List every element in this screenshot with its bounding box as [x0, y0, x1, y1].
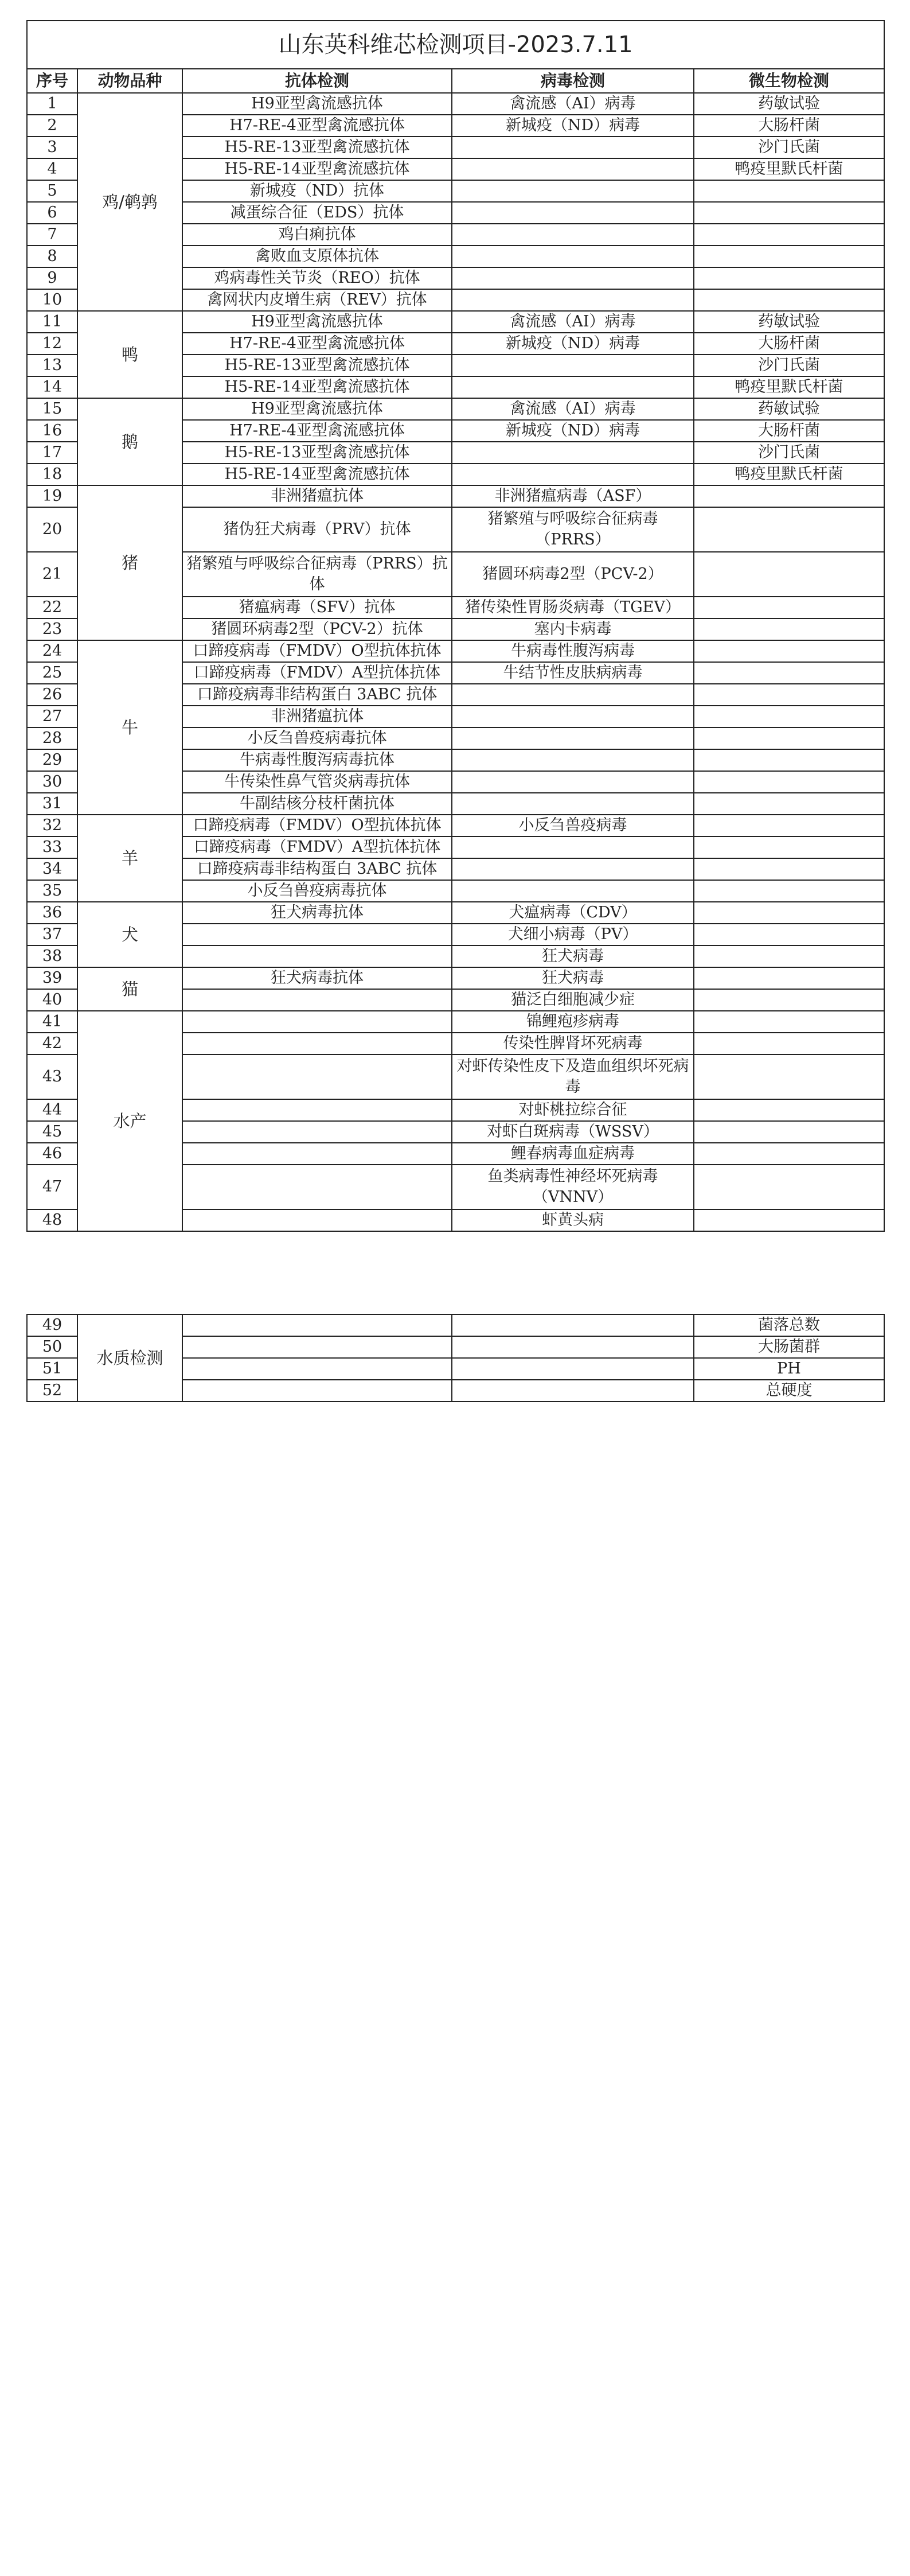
microbe-test: [694, 815, 884, 836]
microbe-test: 沙门氏菌: [694, 355, 884, 376]
microbe-test: [694, 858, 884, 880]
row-number: 25: [27, 662, 77, 684]
microbe-test: [694, 485, 884, 507]
antibody-test: H5-RE-13亚型禽流感抗体: [182, 355, 452, 376]
virus-test: [452, 202, 694, 224]
microbe-test: [694, 640, 884, 662]
antibody-test: [182, 989, 452, 1011]
antibody-test: [182, 1011, 452, 1033]
row-number: 16: [27, 420, 77, 442]
microbe-test: [694, 618, 884, 640]
antibody-test: 鸡白痢抗体: [182, 224, 452, 246]
row-number: 14: [27, 376, 77, 398]
virus-test: [452, 376, 694, 398]
microbe-test: [694, 706, 884, 727]
microbe-test: [694, 289, 884, 311]
virus-test: 猪传染性胃肠炎病毒（TGEV）: [452, 597, 694, 618]
row-number: 38: [27, 945, 77, 967]
row-number: 8: [27, 246, 77, 267]
microbe-test: [694, 1099, 884, 1121]
microbe-test: [694, 1054, 884, 1099]
microbe-test: [694, 1143, 884, 1165]
row-number: 44: [27, 1099, 77, 1121]
table-row: [27, 640, 884, 662]
microbe-test: [694, 945, 884, 967]
microbe-test: 总硬度: [694, 1380, 884, 1402]
page-title: 山东英科维芯检测项目-2023.7.11: [27, 21, 884, 69]
virus-test: 狂犬病毒: [452, 967, 694, 989]
row-number: 42: [27, 1033, 77, 1054]
antibody-test: 猪瘟病毒（SFV）抗体: [182, 597, 452, 618]
table-body: [27, 93, 884, 1231]
antibody-test: 猪伪狂犬病毒（PRV）抗体: [182, 507, 452, 552]
virus-test: 对虾传染性皮下及造血组织坏死病毒: [452, 1054, 694, 1099]
microbe-test: [694, 1011, 884, 1033]
antibody-test: [182, 1358, 452, 1380]
antibody-test: 口蹄疫病毒（FMDV）O型抗体抗体: [182, 815, 452, 836]
microbe-test: [694, 924, 884, 945]
row-number: 26: [27, 684, 77, 706]
row-number: 50: [27, 1336, 77, 1358]
microbe-test: [694, 1121, 884, 1143]
antibody-test: 猪繁殖与呼吸综合征病毒（PRRS）抗体: [182, 552, 452, 597]
microbe-test: [694, 224, 884, 246]
antibody-test: 口蹄疫病毒（FMDV）A型抗体抗体: [182, 836, 452, 858]
microbe-test: [694, 684, 884, 706]
antibody-test: [182, 945, 452, 967]
microbe-test: [694, 202, 884, 224]
virus-test: 猫泛白细胞减少症: [452, 989, 694, 1011]
row-number: 31: [27, 793, 77, 815]
antibody-test: H5-RE-14亚型禽流感抗体: [182, 376, 452, 398]
row-number: 41: [27, 1011, 77, 1033]
virus-test: [452, 289, 694, 311]
virus-test: [452, 246, 694, 267]
table-row: [27, 311, 884, 333]
antibody-test: 牛传染性鼻气管炎病毒抗体: [182, 771, 452, 793]
virus-test: 牛结节性皮肤病病毒: [452, 662, 694, 684]
microbe-test: 鸭疫里默氏杆菌: [694, 158, 884, 180]
antibody-test: H5-RE-13亚型禽流感抗体: [182, 442, 452, 464]
microbe-test: [694, 880, 884, 902]
virus-test: [452, 771, 694, 793]
antibody-test: 禽网状内皮增生病（REV）抗体: [182, 289, 452, 311]
microbe-test: 菌落总数: [694, 1314, 884, 1336]
antibody-test: [182, 1314, 452, 1336]
antibody-test: 口蹄疫病毒非结构蛋白 3ABC 抗体: [182, 684, 452, 706]
microbe-test: 鸭疫里默氏杆菌: [694, 464, 884, 485]
antibody-test: 狂犬病毒抗体: [182, 967, 452, 989]
antibody-test: [182, 924, 452, 945]
microbe-test: [694, 793, 884, 815]
antibody-test: [182, 1209, 452, 1231]
antibody-test: 小反刍兽疫病毒抗体: [182, 727, 452, 749]
row-number: 46: [27, 1143, 77, 1165]
row-number: 7: [27, 224, 77, 246]
microbe-test: 沙门氏菌: [694, 137, 884, 158]
virus-test: 禽流感（AI）病毒: [452, 93, 694, 115]
virus-test: 虾黄头病: [452, 1209, 694, 1231]
antibody-test: 减蛋综合征（EDS）抗体: [182, 202, 452, 224]
antibody-test: [182, 1143, 452, 1165]
microbe-test: [694, 967, 884, 989]
main-sheet: [26, 20, 884, 1232]
row-number: 43: [27, 1054, 77, 1099]
row-number: 12: [27, 333, 77, 355]
antibody-test: H9亚型禽流感抗体: [182, 311, 452, 333]
header-micro: 微生物检测: [694, 69, 884, 93]
virus-test: 禽流感（AI）病毒: [452, 311, 694, 333]
virus-test: [452, 749, 694, 771]
microbe-test: [694, 727, 884, 749]
virus-test: 鲤春病毒血症病毒: [452, 1143, 694, 1165]
animal-species: 猪: [77, 485, 182, 640]
table-row: [27, 485, 884, 507]
header-no: 序号: [27, 69, 77, 93]
virus-test: 新城疫（ND）病毒: [452, 333, 694, 355]
antibody-test: 口蹄疫病毒非结构蛋白 3ABC 抗体: [182, 858, 452, 880]
row-number: 17: [27, 442, 77, 464]
animal-species: 羊: [77, 815, 182, 902]
antibody-test: 狂犬病毒抗体: [182, 902, 452, 924]
virus-test: 小反刍兽疫病毒: [452, 815, 694, 836]
antibody-test: 口蹄疫病毒（FMDV）A型抗体抗体: [182, 662, 452, 684]
row-number: 18: [27, 464, 77, 485]
virus-test: [452, 1358, 694, 1380]
animal-species: 鸭: [77, 311, 182, 398]
animal-species: 水质检测: [77, 1314, 182, 1402]
virus-test: [452, 224, 694, 246]
antibody-test: H7-RE-4亚型禽流感抗体: [182, 115, 452, 137]
row-number: 9: [27, 267, 77, 289]
row-number: 34: [27, 858, 77, 880]
virus-test: [452, 1336, 694, 1358]
microbe-test: [694, 749, 884, 771]
antibody-test: [182, 1336, 452, 1358]
virus-test: [452, 1314, 694, 1336]
antibody-test: H9亚型禽流感抗体: [182, 398, 452, 420]
microbe-test: [694, 989, 884, 1011]
virus-test: 塞内卡病毒: [452, 618, 694, 640]
row-number: 36: [27, 902, 77, 924]
row-number: 51: [27, 1358, 77, 1380]
row-number: 27: [27, 706, 77, 727]
animal-species: 鹅: [77, 398, 182, 485]
virus-test: [452, 137, 694, 158]
row-number: 49: [27, 1314, 77, 1336]
virus-test: 新城疫（ND）病毒: [452, 420, 694, 442]
table-row: [27, 93, 884, 115]
row-number: 29: [27, 749, 77, 771]
row-number: 4: [27, 158, 77, 180]
virus-test: [452, 727, 694, 749]
water-quality-table: [26, 1314, 885, 1402]
row-number: 15: [27, 398, 77, 420]
row-number: 11: [27, 311, 77, 333]
microbe-test: [694, 552, 884, 597]
antibody-test: 小反刍兽疫病毒抗体: [182, 880, 452, 902]
antibody-test: H5-RE-14亚型禽流感抗体: [182, 464, 452, 485]
water-table-body: [27, 1314, 884, 1402]
water-sheet: [26, 1314, 884, 1402]
virus-test: [452, 158, 694, 180]
virus-test: [452, 858, 694, 880]
virus-test: [452, 355, 694, 376]
virus-test: [452, 1380, 694, 1402]
header-virus: 病毒检测: [452, 69, 694, 93]
virus-test: 对虾桃拉综合征: [452, 1099, 694, 1121]
virus-test: 传染性脾肾坏死病毒: [452, 1033, 694, 1054]
microbe-test: [694, 836, 884, 858]
microbe-test: [694, 267, 884, 289]
table-row: [27, 902, 884, 924]
row-number: 37: [27, 924, 77, 945]
row-number: 1: [27, 93, 77, 115]
header-antibody: 抗体检测: [182, 69, 452, 93]
animal-species: 鸡/鹌鹑: [77, 93, 182, 311]
virus-test: 鱼类病毒性神经坏死病毒（VNNV）: [452, 1165, 694, 1209]
virus-test: 犬瘟病毒（CDV）: [452, 902, 694, 924]
virus-test: 猪圆环病毒2型（PCV-2）: [452, 552, 694, 597]
antibody-test: 猪圆环病毒2型（PCV-2）抗体: [182, 618, 452, 640]
row-number: 28: [27, 727, 77, 749]
row-number: 19: [27, 485, 77, 507]
antibody-test: 非洲猪瘟抗体: [182, 485, 452, 507]
microbe-test: 药敏试验: [694, 398, 884, 420]
virus-test: 禽流感（AI）病毒: [452, 398, 694, 420]
animal-species: 犬: [77, 902, 182, 967]
antibody-test: 非洲猪瘟抗体: [182, 706, 452, 727]
antibody-test: 鸡病毒性关节炎（REO）抗体: [182, 267, 452, 289]
virus-test: [452, 180, 694, 202]
test-items-table: [26, 20, 885, 1232]
antibody-test: [182, 1099, 452, 1121]
microbe-test: 大肠菌群: [694, 1336, 884, 1358]
antibody-test: 禽败血支原体抗体: [182, 246, 452, 267]
antibody-test: [182, 1033, 452, 1054]
row-number: 13: [27, 355, 77, 376]
virus-test: [452, 464, 694, 485]
virus-test: [452, 836, 694, 858]
table-row: [27, 967, 884, 989]
row-number: 24: [27, 640, 77, 662]
virus-test: [452, 267, 694, 289]
header-animal: 动物品种: [77, 69, 182, 93]
microbe-test: [694, 662, 884, 684]
table-row: [27, 1314, 884, 1336]
row-number: 35: [27, 880, 77, 902]
row-number: 40: [27, 989, 77, 1011]
animal-species: 猫: [77, 967, 182, 1011]
table-row: [27, 1011, 884, 1033]
virus-test: 狂犬病毒: [452, 945, 694, 967]
microbe-test: 药敏试验: [694, 93, 884, 115]
row-number: 3: [27, 137, 77, 158]
antibody-test: [182, 1121, 452, 1143]
virus-test: [452, 793, 694, 815]
virus-test: 新城疫（ND）病毒: [452, 115, 694, 137]
row-number: 6: [27, 202, 77, 224]
row-number: 22: [27, 597, 77, 618]
microbe-test: 大肠杆菌: [694, 115, 884, 137]
virus-test: [452, 706, 694, 727]
row-number: 47: [27, 1165, 77, 1209]
microbe-test: 药敏试验: [694, 311, 884, 333]
antibody-test: [182, 1054, 452, 1099]
virus-test: [452, 880, 694, 902]
antibody-test: H9亚型禽流感抗体: [182, 93, 452, 115]
row-number: 23: [27, 618, 77, 640]
microbe-test: [694, 1033, 884, 1054]
row-number: 48: [27, 1209, 77, 1231]
antibody-test: 牛病毒性腹泻病毒抗体: [182, 749, 452, 771]
virus-test: 对虾白斑病毒（WSSV）: [452, 1121, 694, 1143]
microbe-test: 鸭疫里默氏杆菌: [694, 376, 884, 398]
virus-test: 犬细小病毒（PV）: [452, 924, 694, 945]
row-number: 2: [27, 115, 77, 137]
microbe-test: 大肠杆菌: [694, 333, 884, 355]
row-number: 32: [27, 815, 77, 836]
virus-test: 猪繁殖与呼吸综合征病毒（PRRS）: [452, 507, 694, 552]
row-number: 52: [27, 1380, 77, 1402]
row-number: 33: [27, 836, 77, 858]
virus-test: 非洲猪瘟病毒（ASF）: [452, 485, 694, 507]
virus-test: 锦鲤疱疹病毒: [452, 1011, 694, 1033]
microbe-test: [694, 1209, 884, 1231]
virus-test: [452, 442, 694, 464]
antibody-test: 新城疫（ND）抗体: [182, 180, 452, 202]
microbe-test: [694, 180, 884, 202]
antibody-test: 口蹄疫病毒（FMDV）O型抗体抗体: [182, 640, 452, 662]
antibody-test: [182, 1165, 452, 1209]
row-number: 10: [27, 289, 77, 311]
microbe-test: [694, 507, 884, 552]
antibody-test: 牛副结核分枝杆菌抗体: [182, 793, 452, 815]
row-number: 30: [27, 771, 77, 793]
microbe-test: 沙门氏菌: [694, 442, 884, 464]
table-row: [27, 398, 884, 420]
microbe-test: [694, 597, 884, 618]
row-number: 5: [27, 180, 77, 202]
antibody-test: H7-RE-4亚型禽流感抗体: [182, 420, 452, 442]
antibody-test: H5-RE-14亚型禽流感抗体: [182, 158, 452, 180]
microbe-test: [694, 246, 884, 267]
microbe-test: PH: [694, 1358, 884, 1380]
animal-species: 牛: [77, 640, 182, 815]
virus-test: 牛病毒性腹泻病毒: [452, 640, 694, 662]
virus-test: [452, 684, 694, 706]
microbe-test: [694, 771, 884, 793]
microbe-test: [694, 1165, 884, 1209]
table-row: [27, 815, 884, 836]
antibody-test: [182, 1380, 452, 1402]
row-number: 45: [27, 1121, 77, 1143]
row-number: 39: [27, 967, 77, 989]
row-number: 21: [27, 552, 77, 597]
antibody-test: H5-RE-13亚型禽流感抗体: [182, 137, 452, 158]
animal-species: 水产: [77, 1011, 182, 1231]
antibody-test: H7-RE-4亚型禽流感抗体: [182, 333, 452, 355]
row-number: 20: [27, 507, 77, 552]
microbe-test: 大肠杆菌: [694, 420, 884, 442]
microbe-test: [694, 902, 884, 924]
